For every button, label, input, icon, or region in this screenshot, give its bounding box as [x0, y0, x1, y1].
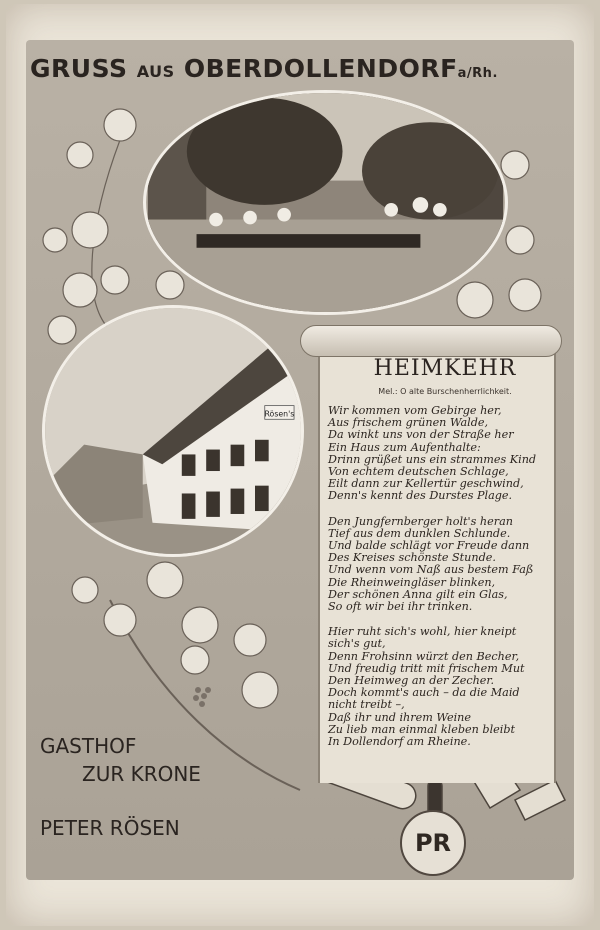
garden-photo [143, 90, 508, 315]
poem-line: Denn Frohsinn würzt den Becher, [328, 649, 520, 663]
monogram-badge: PR [400, 810, 466, 876]
poem-line: Des Kreises schönste Stunde. [328, 551, 496, 565]
poem-line: Hier ruht sich's wohl, hier kneipt [328, 625, 517, 639]
poem-line: Von echtem deutschen Schlage, [328, 465, 509, 479]
page-title [30, 54, 575, 83]
poem-line: Ein Haus zum Aufenthalte: [328, 440, 481, 454]
shop-sign-text: Rösen's [264, 409, 295, 419]
poem-line: Der schönen Anna gilt ein Glas, [328, 587, 508, 601]
poem-line: So oft wir bei ihr trinken. [328, 600, 473, 614]
scroll-roll [300, 325, 562, 357]
poem-line: Denn's kennt des Durstes Plage. [328, 489, 513, 503]
title-mid: AUS [136, 62, 175, 81]
poem-subtitle: Mel.: O alte Burschenherrlichkeit. [378, 387, 512, 396]
poem-line: Zu lieb man einmal kleben bleibt [328, 722, 516, 736]
poem-line: Und balde schlägt vor Freude dann [328, 539, 530, 553]
poem-line: Daß ihr und ihrem Weine [328, 710, 472, 724]
street-photo [42, 305, 304, 557]
poem-line: In Dollendorf am Rheine. [328, 735, 471, 749]
poem-title: HEIMKEHR [373, 356, 517, 381]
title-main: GRUSS [30, 54, 128, 83]
inn-name-line1: GASTHOF [40, 734, 137, 758]
poem-line: sich's gut, [328, 637, 386, 651]
poem-stanza [328, 516, 558, 614]
poem-line: Die Rheinweingläser blinken, [328, 575, 496, 589]
poem-stanza [328, 405, 558, 503]
poem-stanza [328, 626, 558, 748]
poem-line: Eilt dann zur Kellertür geschwind, [328, 477, 524, 491]
poem-line: Aus frischem grünen Walde, [328, 416, 489, 430]
title-place: OBERDOLLENDORF [183, 54, 458, 83]
poem-line: Den Heimweg an der Zecher. [328, 674, 495, 688]
poem-line: Da winkt uns von der Straße her [328, 428, 514, 442]
inn-name-line2: ZUR KRONE [82, 762, 201, 786]
poem-line: Tief aus dem dunklen Schlunde. [328, 526, 511, 540]
poem-line: Den Jungfernberger holt's heran [328, 514, 513, 528]
poem-line: Und wenn vom Naß aus bestem Faß [328, 563, 534, 577]
inn-name [40, 732, 201, 788]
poem-line: Und freudig tritt mit frischem Mut [328, 661, 525, 675]
poem-line: Doch kommt's auch – da die Maid [328, 686, 520, 700]
poem-line: Drinn grüßet uns ein strammes Kind [328, 452, 537, 466]
poem-line: nicht treibt –, [328, 698, 405, 712]
poem-text [328, 405, 558, 761]
poem-line: Wir kommen vom Gebirge her, [328, 404, 502, 417]
title-suffix: a/Rh. [457, 66, 498, 81]
owner-name: PETER RÖSEN [40, 816, 180, 840]
